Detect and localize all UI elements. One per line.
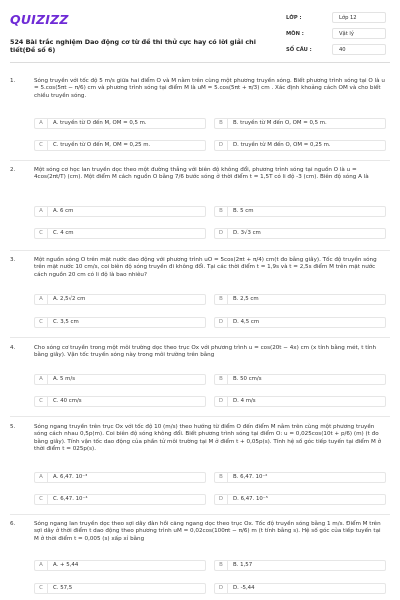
question-number: 3. — [10, 257, 16, 263]
meta-box — [280, 12, 390, 66]
question-text: Sóng ngang truyền trên trục Ox với tốc độ 10 (m/s) theo hướng từ điểm O đến điểm M nằm trên cùng một phương truyền sóng cách nhau 0,5p(m). Coi biên độ sóng không đổi. Biết phương trình sóng tại điểm O: u = 0,025cos(10t + p/6) (m) (t đo bằng giây). Tính vận tốc dao động của phần tử môi trường tại M ở điểm t + 0,05p(s). Tính hệ số góc tiếp tuyến tại điểm M ở thời điểm t = 025p(s). — [34, 424, 381, 453]
option-letter: D — [215, 318, 228, 327]
option-d[interactable] — [214, 583, 386, 594]
option-b[interactable] — [214, 206, 386, 217]
option-a[interactable] — [34, 294, 206, 305]
option-a[interactable] — [34, 560, 206, 571]
option-text: C. 40 cm/s — [53, 398, 82, 404]
option-c[interactable] — [34, 140, 206, 151]
document-title: 524 Bài trắc nghiệm Dao động cơ từ đề thi thử cực hay có lời giải chi tiết(Đề số 6) — [10, 38, 256, 54]
question-divider — [10, 337, 390, 338]
option-letter: C — [35, 495, 48, 504]
option-text: B. 5 cm — [233, 208, 254, 214]
option-text: B. 1,57 — [233, 562, 253, 568]
option-letter: A — [35, 375, 48, 384]
option-b[interactable] — [214, 374, 386, 385]
option-text: A. 6,47. 10⁻³ — [53, 474, 88, 480]
option-letter: A — [35, 561, 48, 570]
question-number: 5. — [10, 424, 16, 430]
question-number: 4. — [10, 345, 16, 351]
meta-row-subject — [280, 28, 390, 40]
option-text: B. 50 cm/s — [233, 376, 262, 382]
option-d[interactable] — [214, 494, 386, 505]
option-text: D. 3√3 cm — [233, 230, 261, 236]
meta-row-class — [280, 12, 390, 24]
meta-key-count: SỐ CÂU : — [286, 47, 312, 53]
option-text: D. 4 m/s — [233, 398, 256, 404]
option-text: D. 6,47. 10⁻⁵ — [233, 496, 268, 502]
option-letter: C — [35, 229, 48, 238]
option-letter: C — [35, 318, 48, 327]
option-text: B. 2,5 cm — [233, 296, 259, 302]
question-text: Cho sóng cơ truyền trong một môi trường dọc theo trục Ox với phương trình u = cos(20t − 4x) cm (x tính bằng mét, t tính bằng giây). Vận tốc truyền sóng này trong môi trường trên bằng — [34, 345, 377, 359]
question-divider — [10, 514, 390, 515]
option-letter: D — [215, 229, 228, 238]
option-text: C. 57,5 — [53, 585, 73, 591]
option-d[interactable] — [214, 140, 386, 151]
option-text: A. + 5,44 — [53, 562, 79, 568]
option-letter: D — [215, 584, 228, 593]
question-text: Sóng ngang lan truyền dọc theo sợi dây đàn hồi căng ngang dọc theo trục Ox. Tốc độ truyền sóng bằng 1 m/s. Điểm M trên sợi dây ở thời điểm t dao động theo phương trình uM = 0,02cos(100πt − π/6) m (t tính bằng s). Hệ số góc của tiếp tuyến tại M ở thời điểm t = 0,005 (s) xấp xỉ bằng — [34, 521, 381, 542]
option-letter: D — [215, 397, 228, 406]
option-text: D. truyền từ M đến O, OM = 0,25 m. — [233, 142, 331, 148]
option-letter: C — [35, 141, 48, 150]
meta-value-count: 40 — [332, 44, 386, 55]
option-letter: B — [215, 207, 228, 216]
question-text: Một nguồn sóng O trên mặt nước dao động với phương trình uO = 5cos(2πt + π/4) cm(t đo bằng giây). Tốc độ truyền sóng trên mặt nước 10 cm/s, coi biên độ sóng truyền đi không đổi. Tại các thời điểm t = 1,9s và t = 2,5s điểm M trên mặt nước cách nguồn 20 cm có li độ là bao nhiêu? — [34, 257, 377, 278]
option-letter: B — [215, 119, 228, 128]
question-number: 6. — [10, 521, 16, 527]
option-a[interactable] — [34, 206, 206, 217]
option-letter: A — [35, 207, 48, 216]
option-letter: C — [35, 584, 48, 593]
option-text: A. 6 cm — [53, 208, 74, 214]
option-letter: D — [215, 141, 228, 150]
question-text: Sóng truyền với tốc độ 5 m/s giữa hai điểm O và M nằm trên cùng một phương truyền sóng. Biết phương trình sóng tại O là u = 5.cos(5πt − π/6) cm và phương trình sóng tại điểm M là uM = 5.cos(5πt + π/3) cm . Xác định khoảng cách OM và cho biết chiều truyền sóng. — [34, 78, 385, 99]
option-letter: B — [215, 375, 228, 384]
option-text: C. truyền từ O đến M, OM = 0,25 m. — [53, 142, 151, 148]
option-letter: A — [35, 295, 48, 304]
quizizz-logo: QUIZIZZ — [10, 12, 69, 27]
option-b[interactable] — [214, 472, 386, 483]
meta-row-count — [280, 44, 390, 56]
option-d[interactable] — [214, 317, 386, 328]
option-a[interactable] — [34, 472, 206, 483]
option-text: B. 6,47. 10⁻² — [233, 474, 268, 480]
meta-value-subject: Vật lý — [332, 28, 386, 39]
option-text: D. 4,5 cm — [233, 319, 260, 325]
question-number: 2. — [10, 167, 16, 173]
option-letter: A — [35, 119, 48, 128]
option-b[interactable] — [214, 560, 386, 571]
option-c[interactable] — [34, 228, 206, 239]
option-c[interactable] — [34, 583, 206, 594]
option-text: C. 4 cm — [53, 230, 74, 236]
option-text: A. 2,5√2 cm — [53, 296, 86, 302]
question-divider — [10, 416, 390, 417]
meta-key-subject: MÔN : — [286, 31, 304, 37]
option-a[interactable] — [34, 374, 206, 385]
option-d[interactable] — [214, 396, 386, 407]
option-text: B. truyền từ M đến O, OM = 0,5 m. — [233, 120, 327, 126]
option-c[interactable] — [34, 494, 206, 505]
option-b[interactable] — [214, 118, 386, 129]
question-number: 1. — [10, 78, 16, 84]
question-divider — [10, 160, 390, 161]
question-text: Một sóng cơ học lan truyền dọc theo một đường thẳng với biên độ không đổi, phương trình sóng tại nguồn O là u = 4cos(2πt/T) (cm). Một điểm M cách nguồn O bằng 7/6 bước sóng ở thời điểm t = 1,5T có li độ -3 (cm). Biên độ sóng A là — [34, 167, 369, 181]
option-letter: C — [35, 397, 48, 406]
meta-key-class: LỚP : — [286, 15, 302, 21]
option-letter: B — [215, 295, 228, 304]
option-c[interactable] — [34, 396, 206, 407]
question-divider — [10, 250, 390, 251]
option-text: D. -5,44 — [233, 585, 255, 591]
option-text: A. truyền từ O đến M, OM = 0,5 m. — [53, 120, 147, 126]
meta-value-class: Lớp 12 — [332, 12, 386, 23]
option-d[interactable] — [214, 228, 386, 239]
option-text: C. 3,5 cm — [53, 319, 79, 325]
header-divider — [10, 62, 390, 63]
worksheet-header — [10, 10, 390, 58]
option-letter: B — [215, 473, 228, 482]
option-a[interactable] — [34, 118, 206, 129]
option-c[interactable] — [34, 317, 206, 328]
option-text: C. 6,47. 10⁻⁴ — [53, 496, 88, 502]
option-b[interactable] — [214, 294, 386, 305]
option-letter: A — [35, 473, 48, 482]
option-letter: D — [215, 495, 228, 504]
option-text: A. 5 m/s — [53, 376, 76, 382]
option-letter: B — [215, 561, 228, 570]
